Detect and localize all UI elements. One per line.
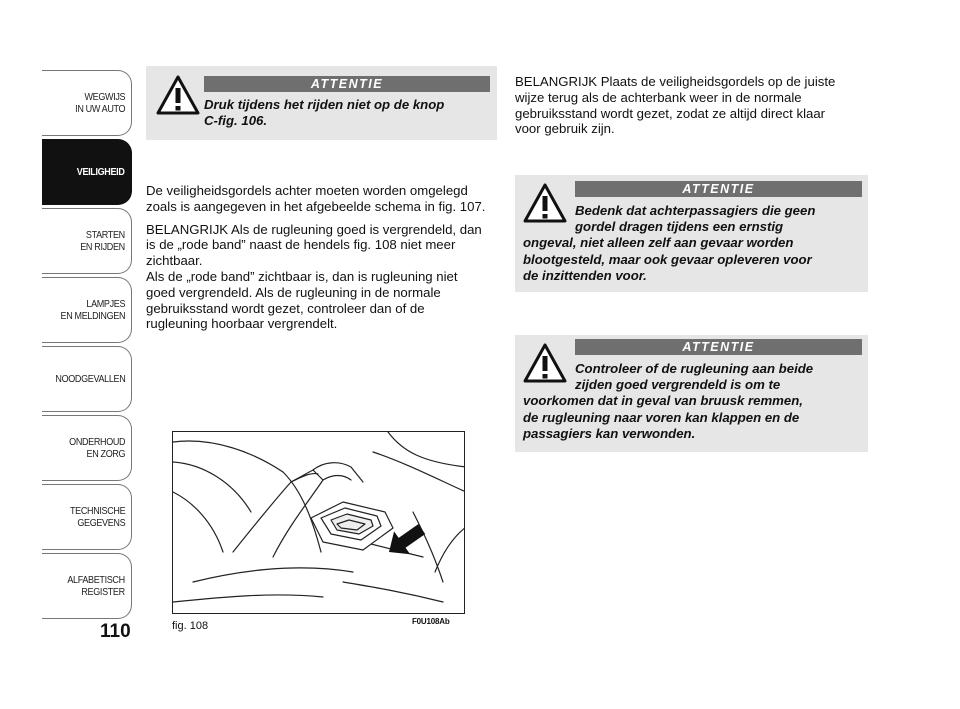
text-line: zoals is aangegeven in het afgebeelde schema in fig. 107. bbox=[146, 198, 486, 214]
sidebar-tab-label: LAMPJES EN MELDINGEN bbox=[60, 298, 125, 322]
text-line: Als de „rode band” zichtbaar is, dan is rugleuning niet bbox=[146, 268, 458, 284]
sidebar-tab-onderhoud[interactable] bbox=[42, 415, 132, 481]
figure-code: F0U108Ab bbox=[412, 617, 450, 626]
warning-text bbox=[523, 361, 863, 442]
text-line: goed vergrendeld. Als de rugleuning in de normale bbox=[146, 284, 441, 300]
warning-line: passagiers kan verwonden. bbox=[523, 425, 696, 441]
sidebar-tab-label: NOODGEVALLEN bbox=[55, 373, 125, 385]
warning-line: gordel dragen tijdens een ernstig bbox=[575, 219, 784, 235]
text-line: BELANGRIJK Plaats de veiligheidsgordels op de juiste bbox=[515, 74, 836, 89]
warning-box-top-left bbox=[146, 66, 497, 140]
text-line: voor gebruik zijn. bbox=[515, 121, 615, 137]
sidebar-tab-alfabetisch[interactable] bbox=[42, 553, 132, 619]
sidebar-tab-noodgevallen[interactable] bbox=[42, 346, 132, 412]
text-line: De veiligheidsgordels achter moeten worden omgelegd bbox=[146, 183, 468, 198]
warning-line: voorkomen dat in geval van bruusk remmen, bbox=[523, 393, 803, 409]
sidebar-tab-label: WEGWIJS IN UW AUTO bbox=[74, 91, 125, 115]
sidebar-tab-wegwijs[interactable] bbox=[42, 70, 132, 136]
sidebar-tab-label: VEILIGHEID bbox=[77, 166, 125, 178]
warning-heading: ATTENTIE bbox=[204, 76, 490, 92]
sidebar-tab-lampjes[interactable] bbox=[42, 277, 132, 343]
warning-line: blootgesteld, maar ook gevaar opleveren voor bbox=[523, 251, 812, 267]
warning-line: C-fig. 106. bbox=[204, 113, 268, 129]
warning-heading: ATTENTIE bbox=[575, 181, 862, 197]
sidebar-tab-label: TECHNISCHE GEGEVENS bbox=[69, 505, 125, 529]
text-line: gebruiksstand wordt gezet, controleer dan of de bbox=[146, 300, 425, 316]
sidebar-tab-label: STARTEN EN RIJDEN bbox=[80, 229, 125, 253]
sidebar-tab-label: ALFABETISCH REGISTER bbox=[67, 574, 125, 598]
warning-line: Bedenk dat achterpassagiers die geen bbox=[575, 203, 816, 218]
sidebar-tab-veiligheid[interactable] bbox=[42, 139, 132, 205]
warning-line: de inzittenden voor. bbox=[523, 267, 647, 283]
text-line: is de „rode band” naast de hendels fig. 108 niet meer bbox=[146, 237, 456, 253]
sidebar-tab-starten[interactable] bbox=[42, 208, 132, 274]
text-line: BELANGRIJK Als de rugleuning goed is vergrendeld, dan bbox=[146, 221, 482, 237]
warning-box-passengers bbox=[515, 175, 868, 292]
warning-box-seatback bbox=[515, 335, 868, 452]
text-line: wijze terug als de achterbank weer in de normale bbox=[515, 89, 802, 105]
warning-heading: ATTENTIE bbox=[575, 339, 862, 355]
paragraph-belt-instructions bbox=[146, 183, 498, 332]
warning-line: zijden goed vergrendeld is om te bbox=[575, 377, 781, 393]
seatback-lever-illustration bbox=[173, 432, 465, 614]
warning-line: ongeval, niet alleen zelf aan gevaar worden bbox=[523, 235, 794, 251]
text-line: rugleuning hoorbaar vergrendelt. bbox=[146, 316, 338, 332]
page-number: 110 bbox=[100, 621, 131, 642]
warning-text bbox=[523, 203, 863, 284]
warning-line: de rugleuning naar voren kan klappen en de bbox=[523, 409, 800, 425]
warning-triangle-icon bbox=[156, 75, 200, 115]
sidebar-tab-label: ONDERHOUD EN ZORG bbox=[68, 436, 125, 460]
warning-line: Controleer of de rugleuning aan beide bbox=[575, 361, 814, 376]
text-line: zichtbaar. bbox=[146, 253, 203, 269]
sidebar-tab-technische[interactable] bbox=[42, 484, 132, 550]
warning-text bbox=[204, 97, 494, 129]
warning-line: Druk tijdens het rijden niet op de knop bbox=[204, 97, 445, 112]
figure-caption: fig. 108 bbox=[172, 620, 209, 632]
text-line: gebruiksstand wordt gezet, zodat ze altijd direct klaar bbox=[515, 105, 826, 121]
figure-108-seat-illustration bbox=[172, 431, 465, 614]
paragraph-belangrijk bbox=[515, 74, 867, 137]
